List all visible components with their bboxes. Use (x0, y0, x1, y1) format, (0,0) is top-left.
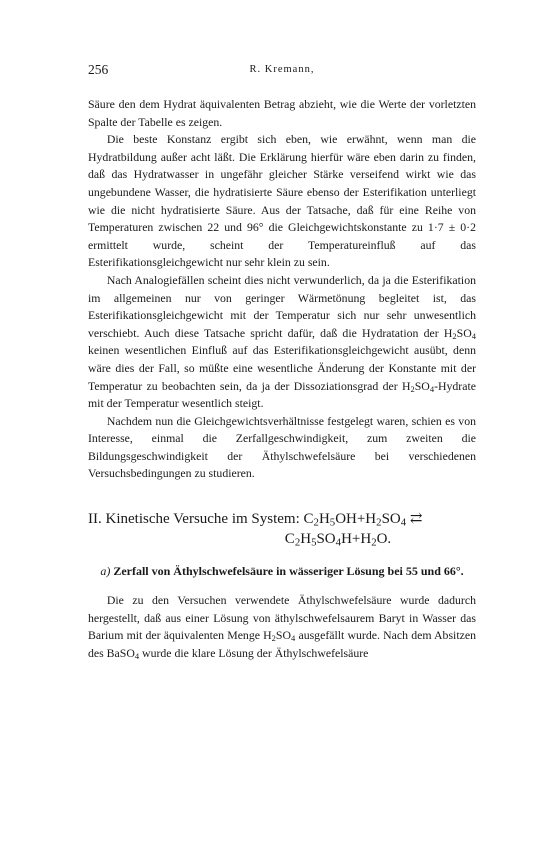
text-run: -Hydrate mit der Temperatur wesentlich steigt. (88, 378, 476, 411)
section-heading-line1: II. Kinetische Versuche im System: $C_2H_5OH+H_2SO_4$ ⇄ (88, 511, 423, 529)
page (88, 52, 476, 662)
subscript: 2 (452, 330, 457, 341)
text-run: Nachdem nun die Gleichgewichtsverhältnisse festgelegt waren, schien es von Interesse, einmal die Zerfallgeschwindigkeit, zum zweiten die Bildungsgeschwindigkeit der Äthylschwefelsäure bei verschiedenen Versuchsbedingungen zu studieren. (88, 413, 476, 481)
subscript: 2 (271, 633, 276, 644)
paragraph (88, 413, 476, 483)
text-run: Nach Analogiefällen scheint dies nicht verwunderlich, da ja die Esterifikation im allgemeinen nur von geringer Wärmetönung begleitet ist, das Esterifikationsgleichgewicht mit der Temperatur sich nur sehr unwesentlich verschiebt. Auch diese Tatsache spricht dafür, daß die Hydratation der H (88, 272, 476, 340)
text-run: keinen wesentlichen Einfluß auf das Esterifikationsgleichgewicht ausübt, denn wäre dies der Fall, so müßte eine wesentliche Änderung der Konstante mit der Temperatur zu beobachten sein, da ja der Dissoziationsgrad der H (88, 343, 476, 393)
subscript: 4 (429, 383, 435, 394)
subscript: 4 (471, 330, 476, 341)
subsection-label: a) (100, 564, 111, 579)
subscript: 4 (291, 633, 296, 644)
text-run: SO (456, 325, 472, 340)
running-head: R. Kremann, (249, 64, 315, 75)
text-run: wurde die klare Lösung der Äthylschwefelsäure (139, 645, 369, 660)
subsection-title: Zerfall von Äthylschwefelsäure in wässeriger Lösung bei 55 und 66°. (113, 564, 464, 579)
text-run: ausgefällt wurde. Nach dem Absitzen des BaSO (88, 628, 476, 660)
paragraph (88, 96, 476, 131)
section-heading-line2: $C_2H_5SO_4H+H_2O$. (284, 531, 392, 549)
text-run: Die beste Konstanz ergibt sich eben, wie erwähnt, wenn man die Hydratbildung außer acht läßt. Die Erklärung hierfür wäre eben darin zu finden, daß das Hydratwasser in ungefähr gleicher Stärke verseifend wirkt wie das ungebundene Wasser, die hydratisierte Säure ebenso der Esterifikation unterliegt wie die nicht hydratisierte Säure. Aus der Tatsache, daß für eine Reihe von Temperaturen zwischen 22 und 96° die Gleichgewichtskonstante zu 1·7 ± 0·2 ermittelt wurde, scheint der Temperatureinfluß auf das Esterifikationsgleichgewicht nur sehr klein zu sein. (88, 132, 476, 270)
final-paragraph (88, 592, 476, 662)
paragraph (88, 131, 476, 272)
subscript: 4 (134, 650, 140, 661)
text-run: Die zu den Versuchen verwendete Äthylschwefelsäure wurde dadurch hergestellt, daß aus einer Lösung von äthylschwefelsaurem Baryt in Wasser das Barium mit der äquivalenten Menge H (88, 593, 476, 643)
page-header (88, 52, 476, 77)
paragraph (88, 272, 476, 413)
paragraph-list (88, 96, 476, 483)
page-number: 256 (88, 62, 109, 77)
subsection-heading (88, 563, 476, 580)
text-run: SO (414, 378, 430, 393)
section-heading (88, 509, 476, 549)
body-text (88, 96, 476, 662)
text-run: Säure den dem Hydrat äquivalenten Betrag abzieht, wie die Werte der vorletzten Spalte der Tabelle es zeigen. (88, 97, 476, 129)
subscript: 2 (410, 383, 415, 394)
text-run: SO (275, 628, 292, 643)
